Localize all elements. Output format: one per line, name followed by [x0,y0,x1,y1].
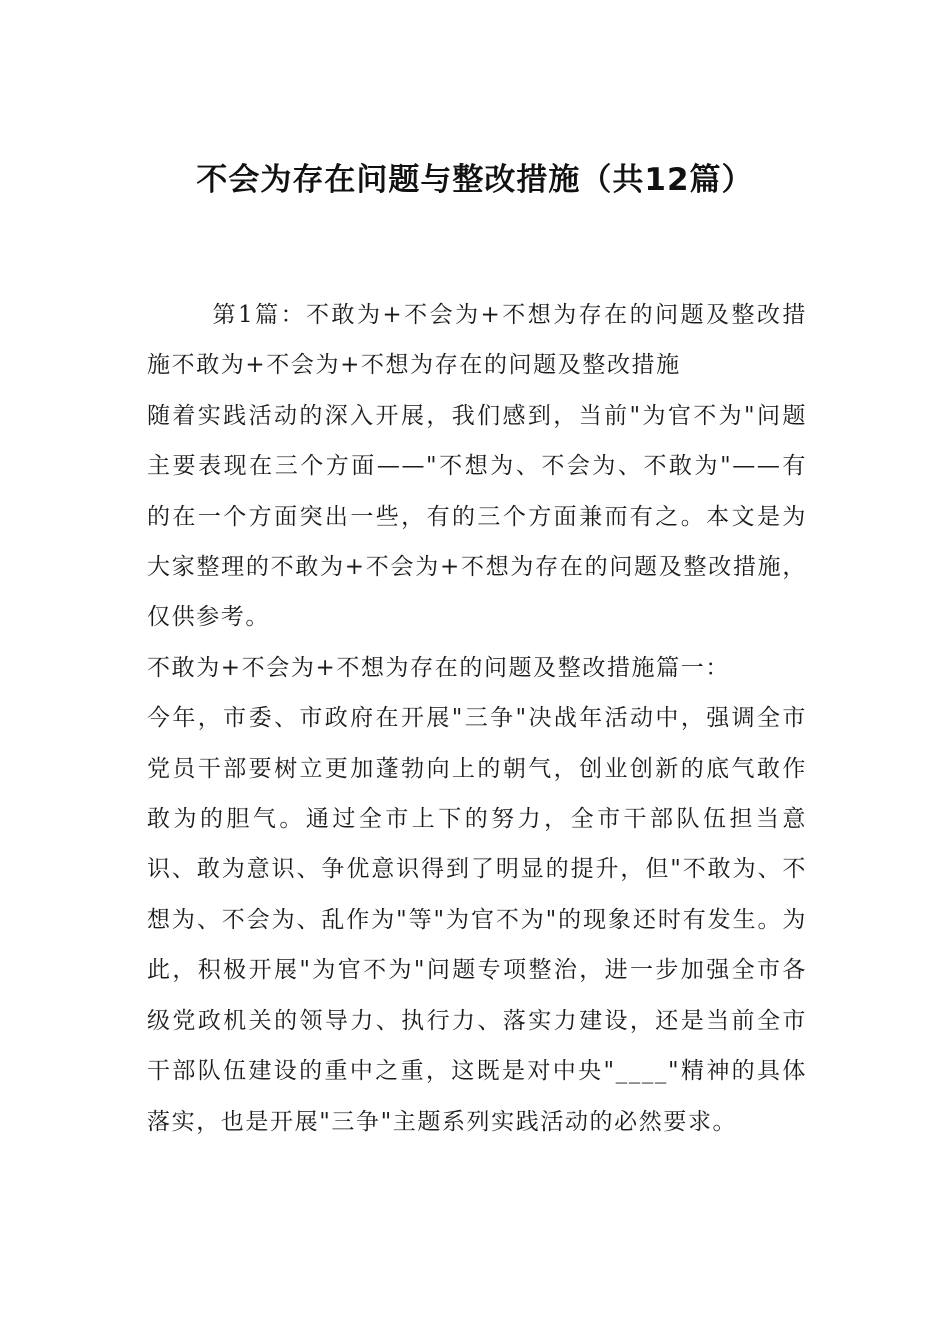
paragraph-intro: 随着实践活动的深入开展，我们感到，当前"为官不为"问题主要表现在三个方面——"不想为、不会为、不敢为"——有的在一个方面突出一些，有的三个方面兼而有之。本文是为大家整理的不敢为+不会为+不想为存在的问题及整改措施，仅供参考。 [147,402,807,631]
paragraph-chapter-heading: 第1篇：不敢为+不会为+不想为存在的问题及整改措施不敢为+不会为+不想为存在的问题及整改措施 [147,302,807,379]
paragraph-body: 今年，市委、市政府在开展"三争"决战年活动中，强调全市党员干部要树立更加蓬勃向上的朝气，创业创新的底气敢作敢为的胆气。通过全市上下的努力，全市干部队伍担当意识、敢为意识、争优意识得到了明显的提升，但"不敢为、不想为、不会为、乱作为"等"为官不为"的现象还时有发生。为此，积极开展"为官不为"问题专项整治，进一步加强全市各级党政机关的领导力、执行力、落实力建设，还是当前全市干部队伍建设的重中之重，这既是对中央"____"精神的具体落实，也是开展"三争"主题系列实践活动的必然要求。 [147,705,807,1135]
document-title: 不会为存在问题与整改措施（共12篇） [196,162,754,198]
document-body [147,290,807,1147]
paragraph-section-heading: 不敢为+不会为+不想为存在的问题及整改措施篇一： [147,654,730,681]
